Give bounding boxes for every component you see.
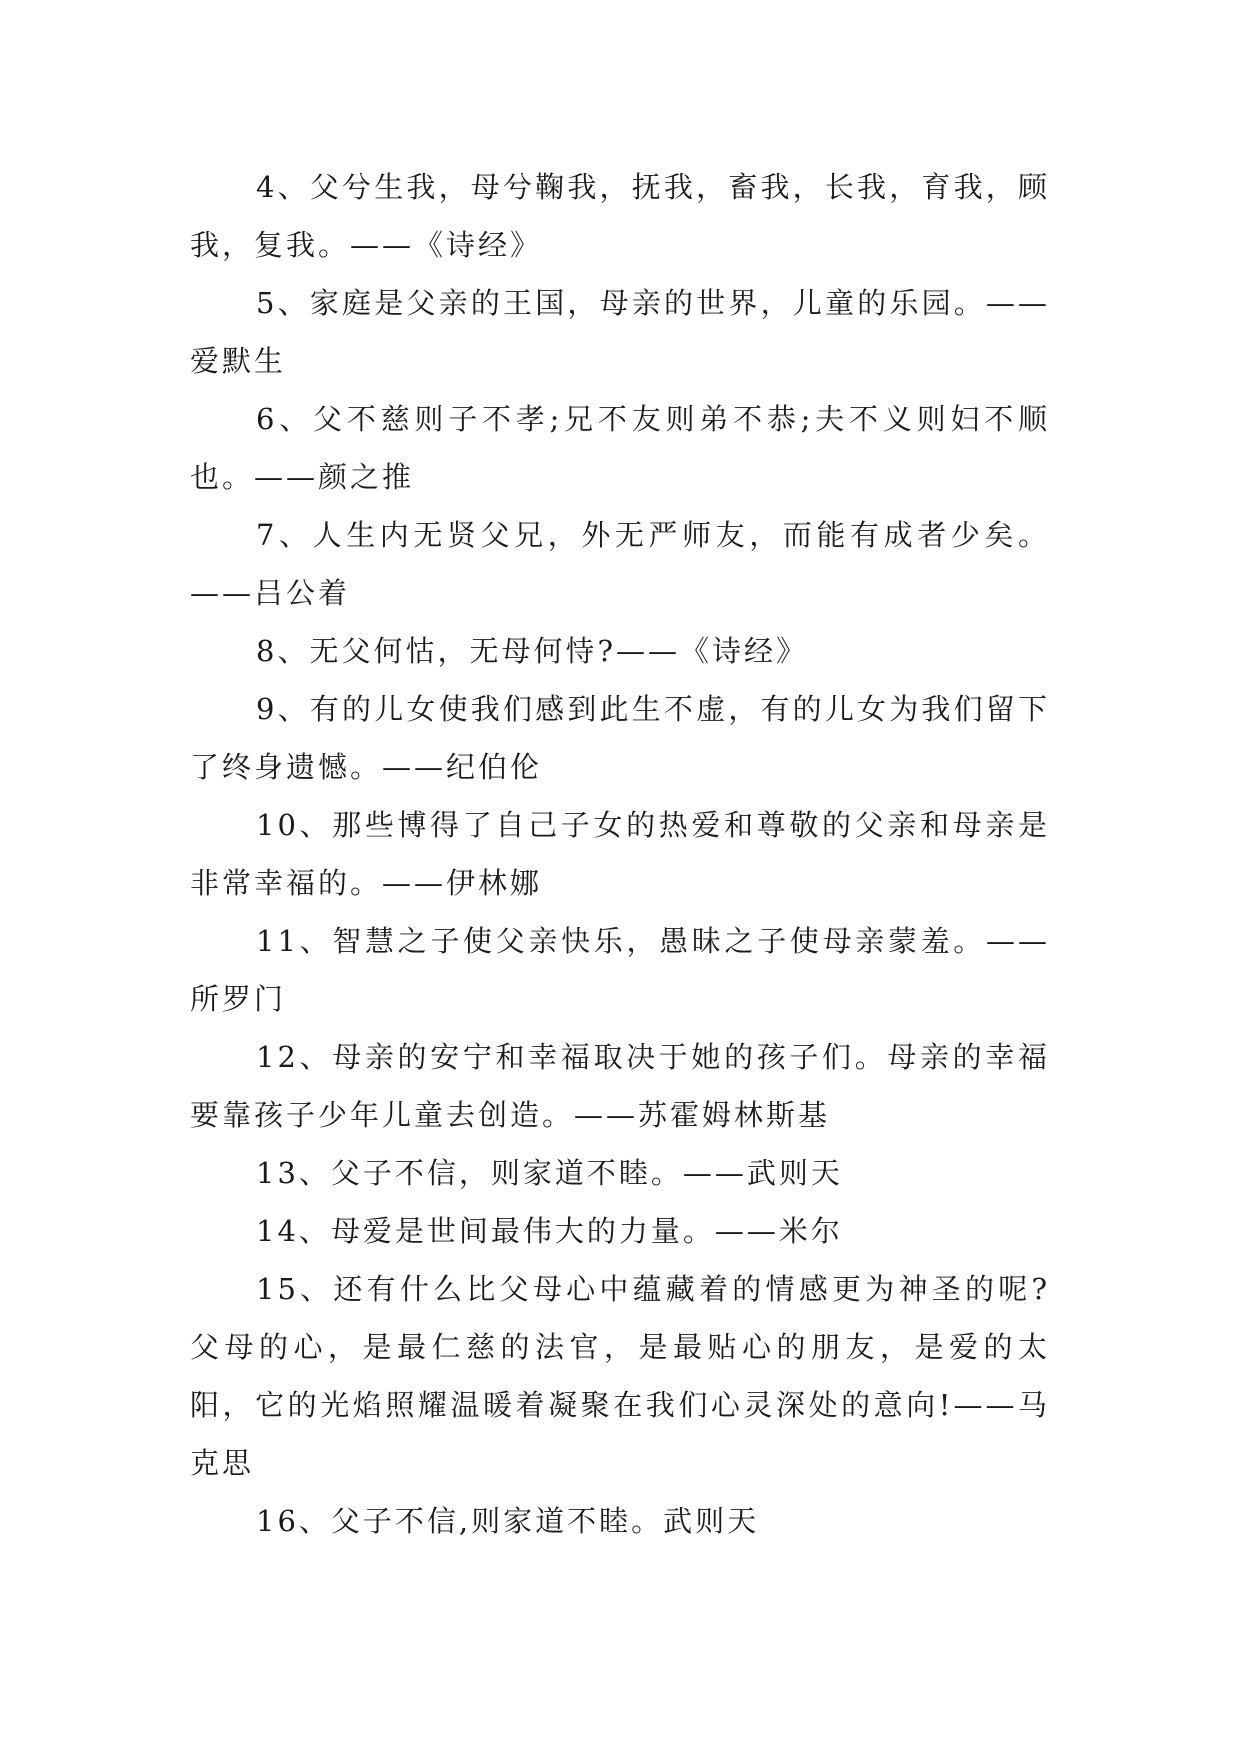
document-body (190, 158, 1050, 1550)
quote-paragraph: 12、母亲的安宁和幸福取决于她的孩子们。母亲的幸福要靠孩子少年儿童去创造。——苏霍姆林斯基 (190, 1040, 1050, 1132)
quote-paragraph: 9、有的儿女使我们感到此生不虚，有的儿女为我们留下了终身遗憾。——纪伯伦 (190, 692, 1050, 784)
quote-paragraph: 6、父不慈则子不孝;兄不友则弟不恭;夫不义则妇不顺也。——颜之推 (190, 402, 1050, 494)
quote-paragraph: 8、无父何怙，无母何恃?——《诗经》 (256, 634, 808, 668)
quote-paragraph: 5、家庭是父亲的王国，母亲的世界，儿童的乐园。——爱默生 (190, 286, 1050, 378)
quote-paragraph: 14、母爱是世间最伟大的力量。——米尔 (256, 1214, 843, 1248)
quote-paragraph: 15、还有什么比父母心中蕴藏着的情感更为神圣的呢?父母的心，是最仁慈的法官，是最贴心的朋友，是爱的太阳，它的光焰照耀温暖着凝聚在我们心灵深处的意向!——马克思 (190, 1272, 1050, 1480)
quote-paragraph: 4、父兮生我，母兮鞠我，抚我，畜我，长我，育我，顾我，复我。——《诗经》 (190, 170, 1050, 262)
quote-paragraph: 7、人生内无贤父兄，外无严师友，而能有成者少矣。——吕公着 (190, 518, 1050, 610)
quote-paragraph: 13、父子不信，则家道不睦。——武则天 (256, 1156, 843, 1190)
quote-paragraph: 10、那些博得了自己子女的热爱和尊敬的父亲和母亲是非常幸福的。——伊林娜 (190, 808, 1050, 900)
quote-paragraph: 16、父子不信,则家道不睦。武则天 (256, 1504, 760, 1538)
quote-paragraph: 11、智慧之子使父亲快乐，愚昧之子使母亲蒙羞。——所罗门 (190, 924, 1050, 1016)
